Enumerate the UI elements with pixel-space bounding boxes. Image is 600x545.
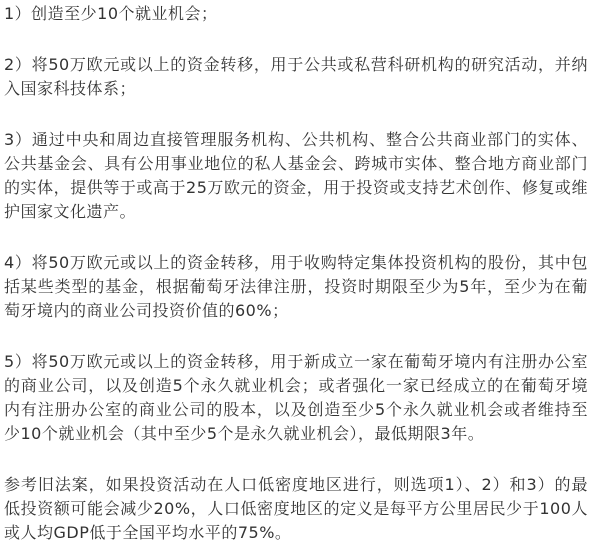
paragraph-option-1: 1）创造至少10个就业机会； [4, 4, 218, 23]
paragraph-option-3: 3）通过中央和周边直接管理服务机构、公共机构、整合公共商业部门的实体、公共基金会、具有公用事业地位的私人基金会、跨城市实体、整合地方商业部门的实体，提供等于或高于25万欧元的资金，用于投资或支持艺术创作、修复或维护国家文化遗产。 [4, 130, 588, 221]
paragraph-option-4: 4）将50万欧元或以上的资金转移，用于收购特定集体投资机构的股份，其中包括某些类型的基金，根据葡萄牙法律注册，投资时期限至少为5年，至少为在葡萄牙境内的商业公司投资价值的60%； [4, 253, 588, 320]
paragraph-low-density-note: 参考旧法案，如果投资活动在人口低密度地区进行，则选项1）、2）和3）的最低投资额可能会减少20%，人口低密度地区的定义是每平方公里居民少于100人或人均GDP低于全国平均水平的75%。 [4, 475, 588, 542]
paragraph-option-5: 5）将50万欧元或以上的资金转移，用于新成立一家在葡萄牙境内有注册办公室的商业公司，以及创造5个永久就业机会；或者强化一家已经成立的在葡萄牙境内有注册办公室的商业公司的股本，以及创造至少5个永久就业机会或者维持至少10个就业机会（其中至少5个是永久就业机会），最低期限3年。 [4, 352, 588, 443]
paragraph-option-2: 2）将50万欧元或以上的资金转移，用于公共或私营科研机构的研究活动，并纳入国家科技体系； [4, 55, 588, 98]
